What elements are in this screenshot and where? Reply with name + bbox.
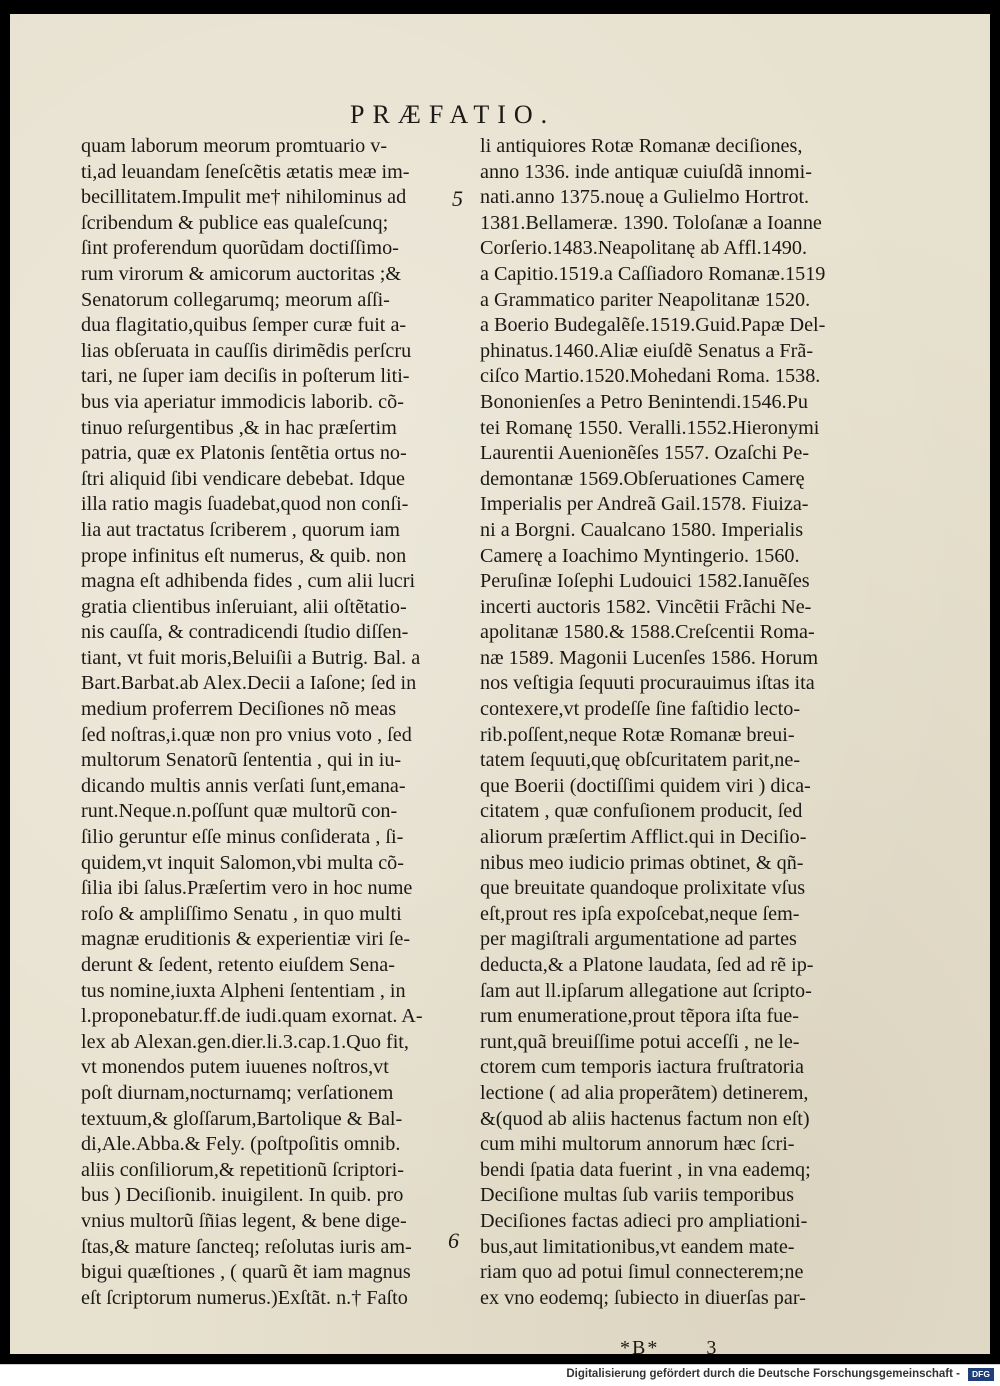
text-line: citatem , quæ confuſionem producit, ſed [480, 800, 803, 823]
text-line: prope infinitus eſt numerus, & quib. non [81, 544, 407, 567]
text-line: Corſerio.1483.Neapolitanę ab Affl.1490. [480, 237, 808, 260]
text-line: Deciſiones factas adieci pro ampliationi- [480, 1209, 808, 1232]
text-line: quam laborum meorum promtuario v- [81, 135, 388, 157]
text-line: tiant, vt fuit moris,Beluiſii a Butrig. Bal. a [81, 646, 421, 669]
text-line: ſtas,& mature ſancteq; reſolutas iuris am- [81, 1235, 412, 1258]
footer-bar [0, 1364, 1000, 1386]
text-line: magna eſt adhibenda fides , cum alii lucri [81, 570, 416, 593]
text-line: bus,aut limitationibus,vt eandem mate- [480, 1235, 795, 1258]
footer-credit: Digitalisierung gefördert durch die Deutsche Forschungsgemeinschaft - [566, 1368, 960, 1380]
page-header: PRÆFATIO. [350, 100, 556, 129]
text-line: l.proponebatur.ff.de iudi.quam exornat. A- [81, 1005, 423, 1028]
text-line: ſilio geruntur eſſe minus conſiderata , ſi- [81, 826, 404, 849]
text-line: deducta,& a Platone laudata, ſed ad rẽ ip- [480, 954, 814, 976]
text-line: ti,ad leuandam ſeneſcẽtis ætatis meæ im- [81, 160, 410, 183]
text-line: ſilia ibi ſalus.Præſertim vero in hoc nume [81, 877, 413, 900]
text-line: Bart.Barbat.ab Alex.Decii a Iaſone; ſed in [81, 672, 417, 695]
text-line: 1381.Bellameræ. 1390. Toloſanæ a Ioanne [480, 211, 822, 234]
text-line: ſtri aliquid ſibi vendicare debebat. Idque [81, 467, 406, 490]
text-line: textuum,& gloſſarum,Bartolique & Bal- [81, 1107, 403, 1130]
text-line: aliis conſiliorum,& repetitionũ ſcriptori- [81, 1158, 404, 1181]
text-line: cum mihi multorum annorum hæc ſcri- [480, 1133, 795, 1156]
text-line: medium proferrem Deciſiones nõ meas [81, 698, 397, 721]
text-line: que breuitate quandoque prolixitate vſus [480, 877, 806, 900]
text-line: &(quod ab aliis hactenus factum non eſt) [480, 1107, 810, 1130]
text-line: quidem,vt inquit Salomon,vbi multa cõ- [81, 851, 404, 874]
text-line: nibus meo iudicio primas obtinet, & qñ- [480, 851, 804, 874]
text-line: ciſco Martio.1520.Mohedani Roma. 1538. [480, 365, 821, 388]
text-line: tus nomine,iuxta Alpheni ſententiam , in [81, 979, 406, 1002]
text-line: Senatorum collegarumq; meorum aſſi- [81, 288, 390, 311]
text-line: incerti auctoris 1582. Vincẽtii Frãchi Ne- [480, 595, 812, 618]
text-line: Laurentii Auenionẽſes 1557. Ozaſchi Pe- [480, 442, 810, 465]
text-line: li antiquiores Rotæ Romanæ deciſiones, [480, 135, 803, 157]
text-line: Imperialis per Andreã Gail.1578. Fiuiza- [480, 493, 809, 516]
text-line: multorum Senatorũ ſententia , qui in iu- [81, 749, 402, 772]
text-line: roſo & ampliſſimo Senatu , in quo multi [81, 902, 402, 925]
text-line: a Boerio Budegalẽſe.1519.Guid.Papæ Del- [480, 314, 826, 337]
text-line: tei Romanę 1550. Veralli.1552.Hieronymi [480, 416, 820, 439]
text-line: nos veſtigia ſequuti procurauimus iſtas ita [480, 672, 815, 695]
text-line: Peruſinæ Ioſephi Ludouici 1582.Ianuẽſes [480, 570, 810, 593]
text-line: contexere,vt prodeſſe ſine faſtidio lecto- [480, 698, 801, 721]
text-line: Bononienſes a Petro Benintendi.1546.Pu [480, 390, 809, 413]
text-line: bigui quæſtiones , ( quarũ ẽt iam magnus [81, 1261, 411, 1284]
text-line: ſint proferendum quorũdam doctiſſimo- [81, 237, 399, 260]
text-line: derunt & ſedent, retento eiuſdem Sena- [81, 954, 395, 976]
catchword-line [620, 1337, 718, 1360]
margin-number-lower: 6 [448, 1228, 459, 1253]
book-page [10, 14, 990, 1354]
text-line: tari, ne ſuper iam deciſis in poſterum liti- [81, 365, 410, 388]
text-line: becillitatem.Impulit me† nihilominus ad [81, 186, 407, 209]
text-line: a Grammatico pariter Neapolitanæ 1520. [480, 288, 811, 311]
text-line: lia aut tractatus ſcriberem , quorum iam [81, 518, 400, 541]
text-line: runt,quã breuiſſime potui acceſſi , ne le- [480, 1030, 800, 1053]
text-line: poſt diurnam,nocturnamq; verſationem [81, 1081, 394, 1104]
text-line: ni a Borgni. Caualcano 1580. Imperialis [480, 518, 804, 541]
text-line: aliorum præſertim Afflict.qui in Deciſio- [480, 826, 807, 849]
text-line: runt.Neque.n.poſſunt quæ multorũ con- [81, 800, 398, 823]
text-line: Camerę a Ioachimo Myntingerio. 1560. [480, 544, 800, 567]
text-line: patria, quæ ex Platonis ſentẽtia ortus no- [81, 442, 407, 465]
text-line: nis cauſſa, & contradicendi ſtudio diſſen- [81, 621, 409, 644]
dfg-logo: DFG [968, 1368, 994, 1381]
text-line: bendi ſpatia data fuerint , in vna eademq; [480, 1158, 811, 1181]
text-line: que Boerii (doctiſſimi quidem viri ) dica- [480, 774, 811, 797]
text-line: lectione ( ad alia properãtem) detinerem, [480, 1081, 809, 1104]
text-line: ſcribendum & publice eas qualeſcunq; [81, 211, 389, 234]
text-line: illa ratio magis ſuadebat,quod non conſi- [81, 493, 409, 516]
text-line: anno 1336. inde antiquæ cuiuſdã innomi- [480, 160, 812, 183]
text-line: apolitanæ 1580.& 1588.Creſcentii Roma- [480, 621, 815, 644]
text-line: a Capitio.1519.a Caſſiadoro Romanæ.1519 [480, 262, 826, 285]
text-line: tatem ſequuti,quę obſcuritatem parit,ne- [480, 749, 801, 772]
text-line: phinatus.1460.Aliæ eiuſdẽ Senatus a Frã- [480, 339, 814, 362]
margin-number-upper: 5 [452, 186, 463, 211]
text-line: dua flagitatio,quibus ſemper curæ fuit a- [81, 314, 407, 337]
text-line: rum virorum & amicorum auctoritas ;& [81, 262, 402, 285]
text-line: eſt,prout res ipſa expoſcebat,neque ſem- [480, 902, 800, 925]
text-line: vt monendos putem iuuenes noſtros,vt [81, 1056, 389, 1079]
text-line: rib.poſſent,neque Rotæ Romanæ breui- [480, 723, 795, 746]
text-line: per magiſtrali argumentatione ad partes [480, 928, 797, 951]
text-line: demontanæ 1569.Obſeruationes Camerę [480, 467, 805, 490]
left-text-column [81, 134, 461, 1311]
text-line: gratia clientibus inſeruiant, alii oſtẽtatio- [81, 595, 407, 618]
text-line: eſt ſcriptorum numerus.)Exſtãt. n.† Faſto [81, 1286, 408, 1309]
text-line: ex vno eodemq; ſubiecto in diuerſas par- [480, 1286, 806, 1309]
text-line: vnius multorũ ſñias legent, & bene dige- [81, 1209, 407, 1232]
text-line: bus via aperiatur immodicis laborib. cõ- [81, 390, 404, 413]
text-line: bus ) Deciſionib. inuigilent. In quib. pro [81, 1184, 404, 1207]
page-number: 3 [706, 1337, 719, 1359]
text-line: riam quo ad potui ſimul connecterem;ne [480, 1261, 804, 1284]
text-line: lex ab Alexan.gen.dier.li.3.cap.1.Quo fit, [81, 1030, 409, 1053]
text-line: næ 1589. Magonii Lucenſes 1586. Horum [480, 646, 819, 669]
text-line: ſam aut ll.ipſarum allegatione aut ſcripto- [480, 979, 812, 1002]
right-text-column [480, 134, 850, 1311]
signature-mark: *B* [620, 1337, 660, 1359]
text-line: dicando multis annis verſati ſunt,emana- [81, 774, 406, 797]
text-line: nati.anno 1375.nouę a Gulielmo Hortrot. [480, 186, 810, 209]
text-line: magnæ eruditionis & experientiæ viri ſe- [81, 928, 411, 951]
text-line: di,Ale.Abba.& Fely. (poſtpoſitis omnib. [81, 1133, 401, 1156]
text-line: rum enumeratione,prout tẽpora iſta fue- [480, 1005, 799, 1028]
text-line: ctorem cum temporis iactura fruſtratoria [480, 1056, 804, 1079]
text-line: lias obſeruata in cauſſis dirimẽdis perſcru [81, 339, 412, 362]
text-line: ſed noſtras,i.quæ non pro vnius voto , ſed [81, 723, 412, 746]
text-line: Deciſione multas ſub variis temporibus [480, 1184, 794, 1207]
text-line: tinuo reſurgentibus ,& in hac præſertim [81, 416, 397, 439]
